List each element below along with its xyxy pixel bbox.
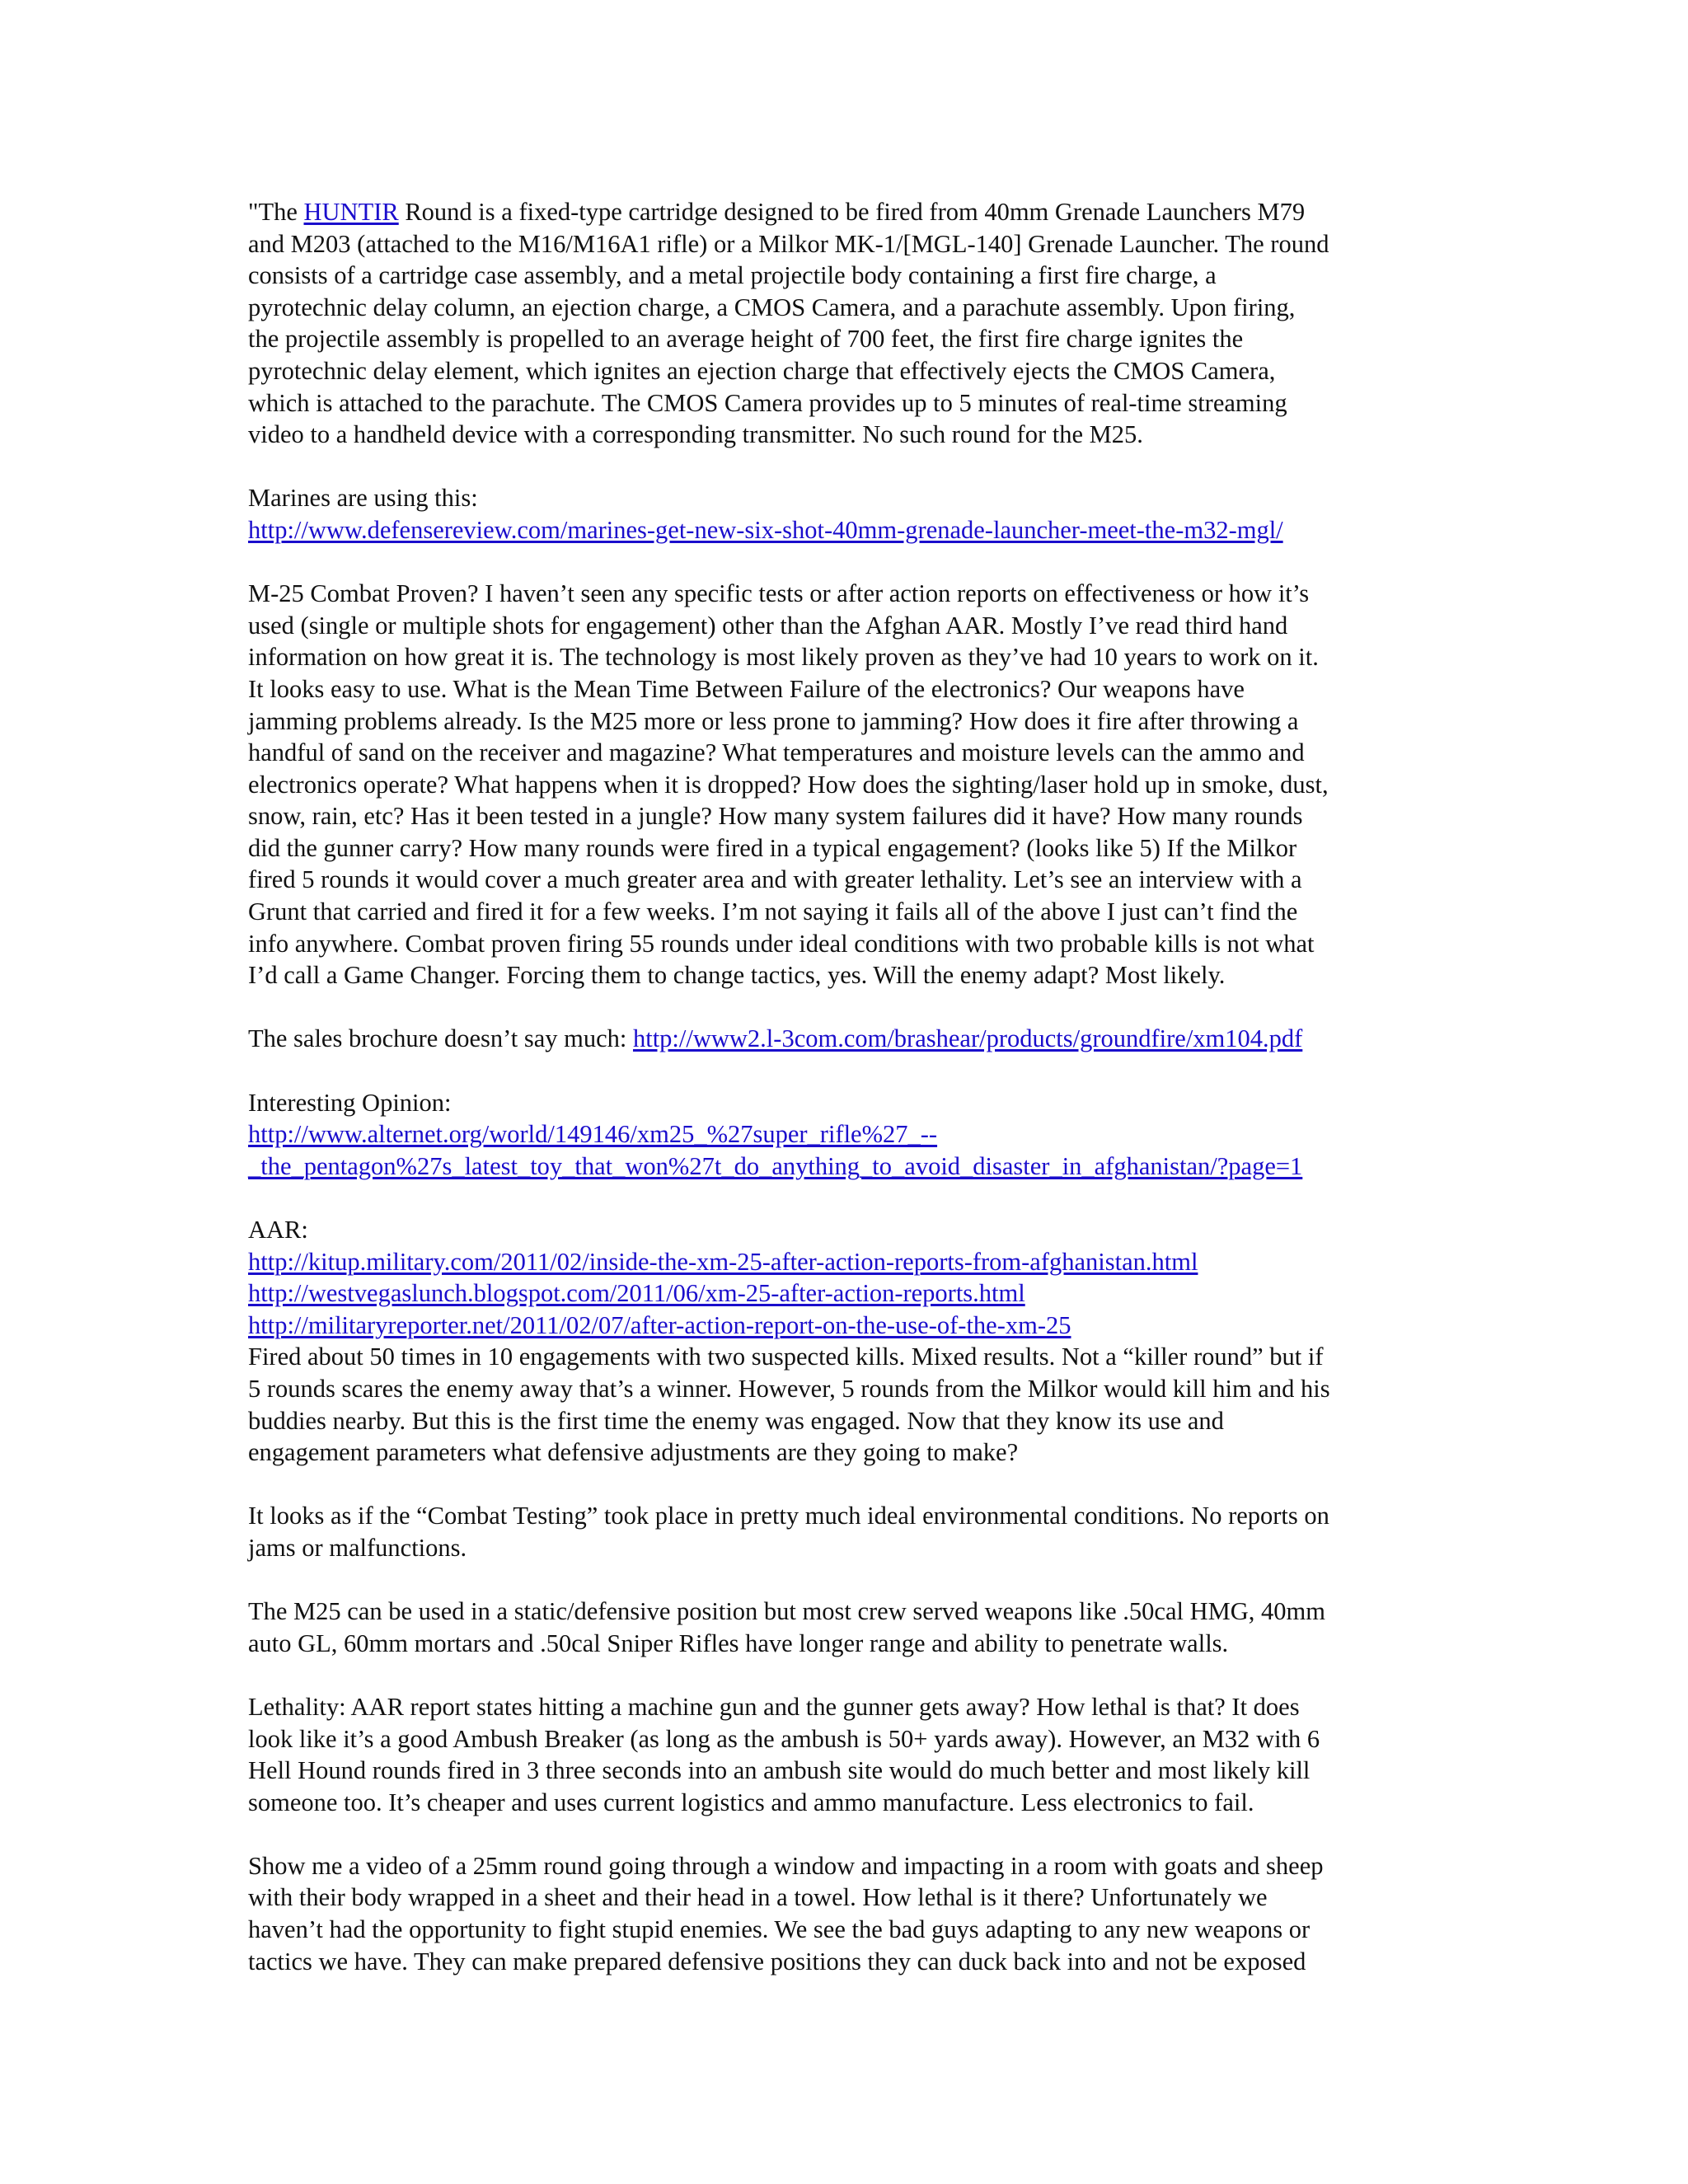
text-line: Show me a video of a 25mm round going through a window and impacting in a room with goats and sheep (248, 1851, 1324, 1880)
text-line: with their body wrapped in a sheet and their head in a towel. How lethal is it there? Unfortunately we (248, 1883, 1268, 1912)
brochure-paragraph (248, 1023, 1451, 1055)
text-line: 5 rounds scares the enemy away that’s a winner. However, 5 rounds from the Milkor would kill him and his (248, 1374, 1330, 1403)
text-line: M-25 Combat Proven? I haven’t seen any specific tests or after action reports on effectiveness or how it’s (248, 579, 1310, 608)
brochure-link[interactable]: http://www2.l-3com.com/brashear/products/groundfire/xm104.pdf (632, 1024, 1303, 1053)
text-line (248, 1118, 1451, 1151)
text-line: Hell Hound rounds fired in 3 three seconds into an ambush site would do much better and most likely kill (248, 1756, 1311, 1785)
text-line: pyrotechnic delay column, an ejection charge, a CMOS Camera, and a parachute assembly. Upon firing, (248, 293, 1296, 321)
text-line: jams or malfunctions. (248, 1533, 467, 1562)
defensereview-link[interactable]: http://www.defensereview.com/marines-get-new-six-shot-40mm-grenade-launcher-meet-the-m32-mgl/ (248, 515, 1283, 544)
opinion-paragraph (248, 1087, 1451, 1183)
marines-paragraph (248, 482, 1451, 546)
text-line (248, 196, 1451, 228)
text-line: I’d call a Game Changer. Forcing them to change tactics, yes. Will the enemy adapt? Most likely. (248, 961, 1226, 990)
alternet-link-part1[interactable]: http://www.alternet.org/world/149146/xm25_%27super_rifle%27_-- (248, 1120, 938, 1149)
text-line: Grunt that carried and fired it for a few weeks. I’m not saying it fails all of the above I just can’t find the (248, 898, 1298, 926)
marines-label: Marines are using this: (248, 484, 478, 513)
text-line: consists of a cartridge case assembly, and a metal projectile body containing a first fire charge, a (248, 261, 1217, 290)
testing-paragraph (248, 1500, 1451, 1563)
text-span: Round is a fixed-type cartridge designed to be fired from 40mm Grenade Launchers M79 (398, 198, 1306, 226)
document-page (248, 196, 1451, 1977)
text-line: haven’t had the opportunity to fight stupid enemies. We see the bad guys adapting to any new weapons or (248, 1915, 1311, 1944)
text-line: buddies nearby. But this is the first time the enemy was engaged. Now that they know its use and (248, 1406, 1224, 1435)
kitup-link[interactable]: http://kitup.military.com/2011/02/inside-the-xm-25-after-action-reports-from-afghanistan.html (248, 1247, 1198, 1276)
huntir-paragraph (248, 196, 1451, 451)
text-line: which is attached to the parachute. The CMOS Camera provides up to 5 minutes of real-time streaming (248, 388, 1287, 417)
text-line (248, 1246, 1451, 1278)
text-line: engagement parameters what defensive adjustments are they going to make? (248, 1438, 1019, 1467)
opinion-label: Interesting Opinion: (248, 1088, 452, 1117)
text-line: Lethality: AAR report states hitting a machine gun and the gunner gets away? How lethal is that? It does (248, 1692, 1300, 1721)
combat-proven-paragraph (248, 578, 1451, 991)
text-line: jamming problems already. Is the M25 more or less prone to jamming? How does it fire after throwing a (248, 706, 1299, 735)
text-line: tactics we have. They can make prepared defensive positions they can duck back into and not be exposed (248, 1947, 1306, 1975)
text-line: It looks easy to use. What is the Mean Time Between Failure of the electronics? Our weapons have (248, 674, 1245, 703)
text-line (248, 1023, 1451, 1055)
text-line: auto GL, 60mm mortars and .50cal Sniper Rifles have longer range and ability to penetrate walls. (248, 1629, 1229, 1657)
text-line: It looks as if the “Combat Testing” took place in pretty much ideal environmental conditions. No reports on (248, 1502, 1329, 1530)
text-line: did the gunner carry? How many rounds were fired in a typical engagement? (looks like 5) If the Milkor (248, 833, 1297, 862)
alternet-link-part2[interactable]: _the_pentagon%27s_latest_toy_that_won%27t_do_anything_to_avoid_disaster_in_afghanistan/?page=1 (248, 1151, 1303, 1180)
text-line: someone too. It’s cheaper and uses current logistics and ammo manufacture. Less electronics to fail. (248, 1788, 1254, 1816)
huntir-link[interactable]: HUNTIR (303, 198, 399, 226)
text-line: snow, rain, etc? Has it been tested in a jungle? How many system failures did it have? How many rounds (248, 802, 1303, 831)
video-paragraph (248, 1850, 1451, 1977)
text-line: video to a handheld device with a corresponding transmitter. No such round for the M25. (248, 420, 1143, 449)
text-line: electronics operate? What happens when it is dropped? How does the sighting/laser hold up in smoke, dust, (248, 770, 1329, 799)
text-line: info anywhere. Combat proven firing 55 rounds under ideal conditions with two probable kills is not what (248, 929, 1315, 958)
text-line: information on how great it is. The technology is most likely proven as they’ve had 10 years to work on it. (248, 643, 1319, 672)
text-line: used (single or multiple shots for engagement) other than the Afghan AAR. Mostly I’ve read third hand (248, 611, 1288, 640)
text-line: and M203 (attached to the M16/M16A1 rifle) or a Milkor MK-1/[MGL-140] Grenade Launcher. The round (248, 229, 1329, 258)
static-position-paragraph (248, 1596, 1451, 1659)
text-line: Fired about 50 times in 10 engagements with two suspected kills. Mixed results. Not a “killer round” but if (248, 1343, 1324, 1371)
militaryreporter-link[interactable]: http://militaryreporter.net/2011/02/07/after-action-report-on-the-use-of-the-xm-25 (248, 1310, 1071, 1339)
westvegaslunch-link[interactable]: http://westvegaslunch.blogspot.com/2011/06/xm-25-after-action-reports.html (248, 1279, 1025, 1308)
text-line (248, 1151, 1451, 1183)
aar-label: AAR: (248, 1216, 308, 1244)
text-line (248, 1277, 1451, 1310)
aar-paragraph (248, 1214, 1451, 1469)
text-line: handful of sand on the receiver and magazine? What temperatures and moisture levels can the ammo and (248, 738, 1305, 767)
text-line (248, 514, 1451, 546)
brochure-label: The sales brochure doesn’t say much: (248, 1024, 633, 1053)
text-line: the projectile assembly is propelled to an average height of 700 feet, the first fire charge ignites the (248, 325, 1244, 354)
text-line: fired 5 rounds it would cover a much greater area and with greater lethality. Let’s see an interview with a (248, 865, 1302, 894)
quote-open: "The (248, 198, 304, 226)
text-line: The M25 can be used in a static/defensive position but most crew served weapons like .50cal HMG, 40mm (248, 1597, 1325, 1626)
text-line: pyrotechnic delay element, which ignites an ejection charge that effectively ejects the CMOS Camera, (248, 356, 1276, 385)
lethality-paragraph (248, 1691, 1451, 1818)
text-line: look like it’s a good Ambush Breaker (as long as the ambush is 50+ yards away). However, an M32 with 6 (248, 1724, 1320, 1753)
text-line (248, 1310, 1451, 1342)
